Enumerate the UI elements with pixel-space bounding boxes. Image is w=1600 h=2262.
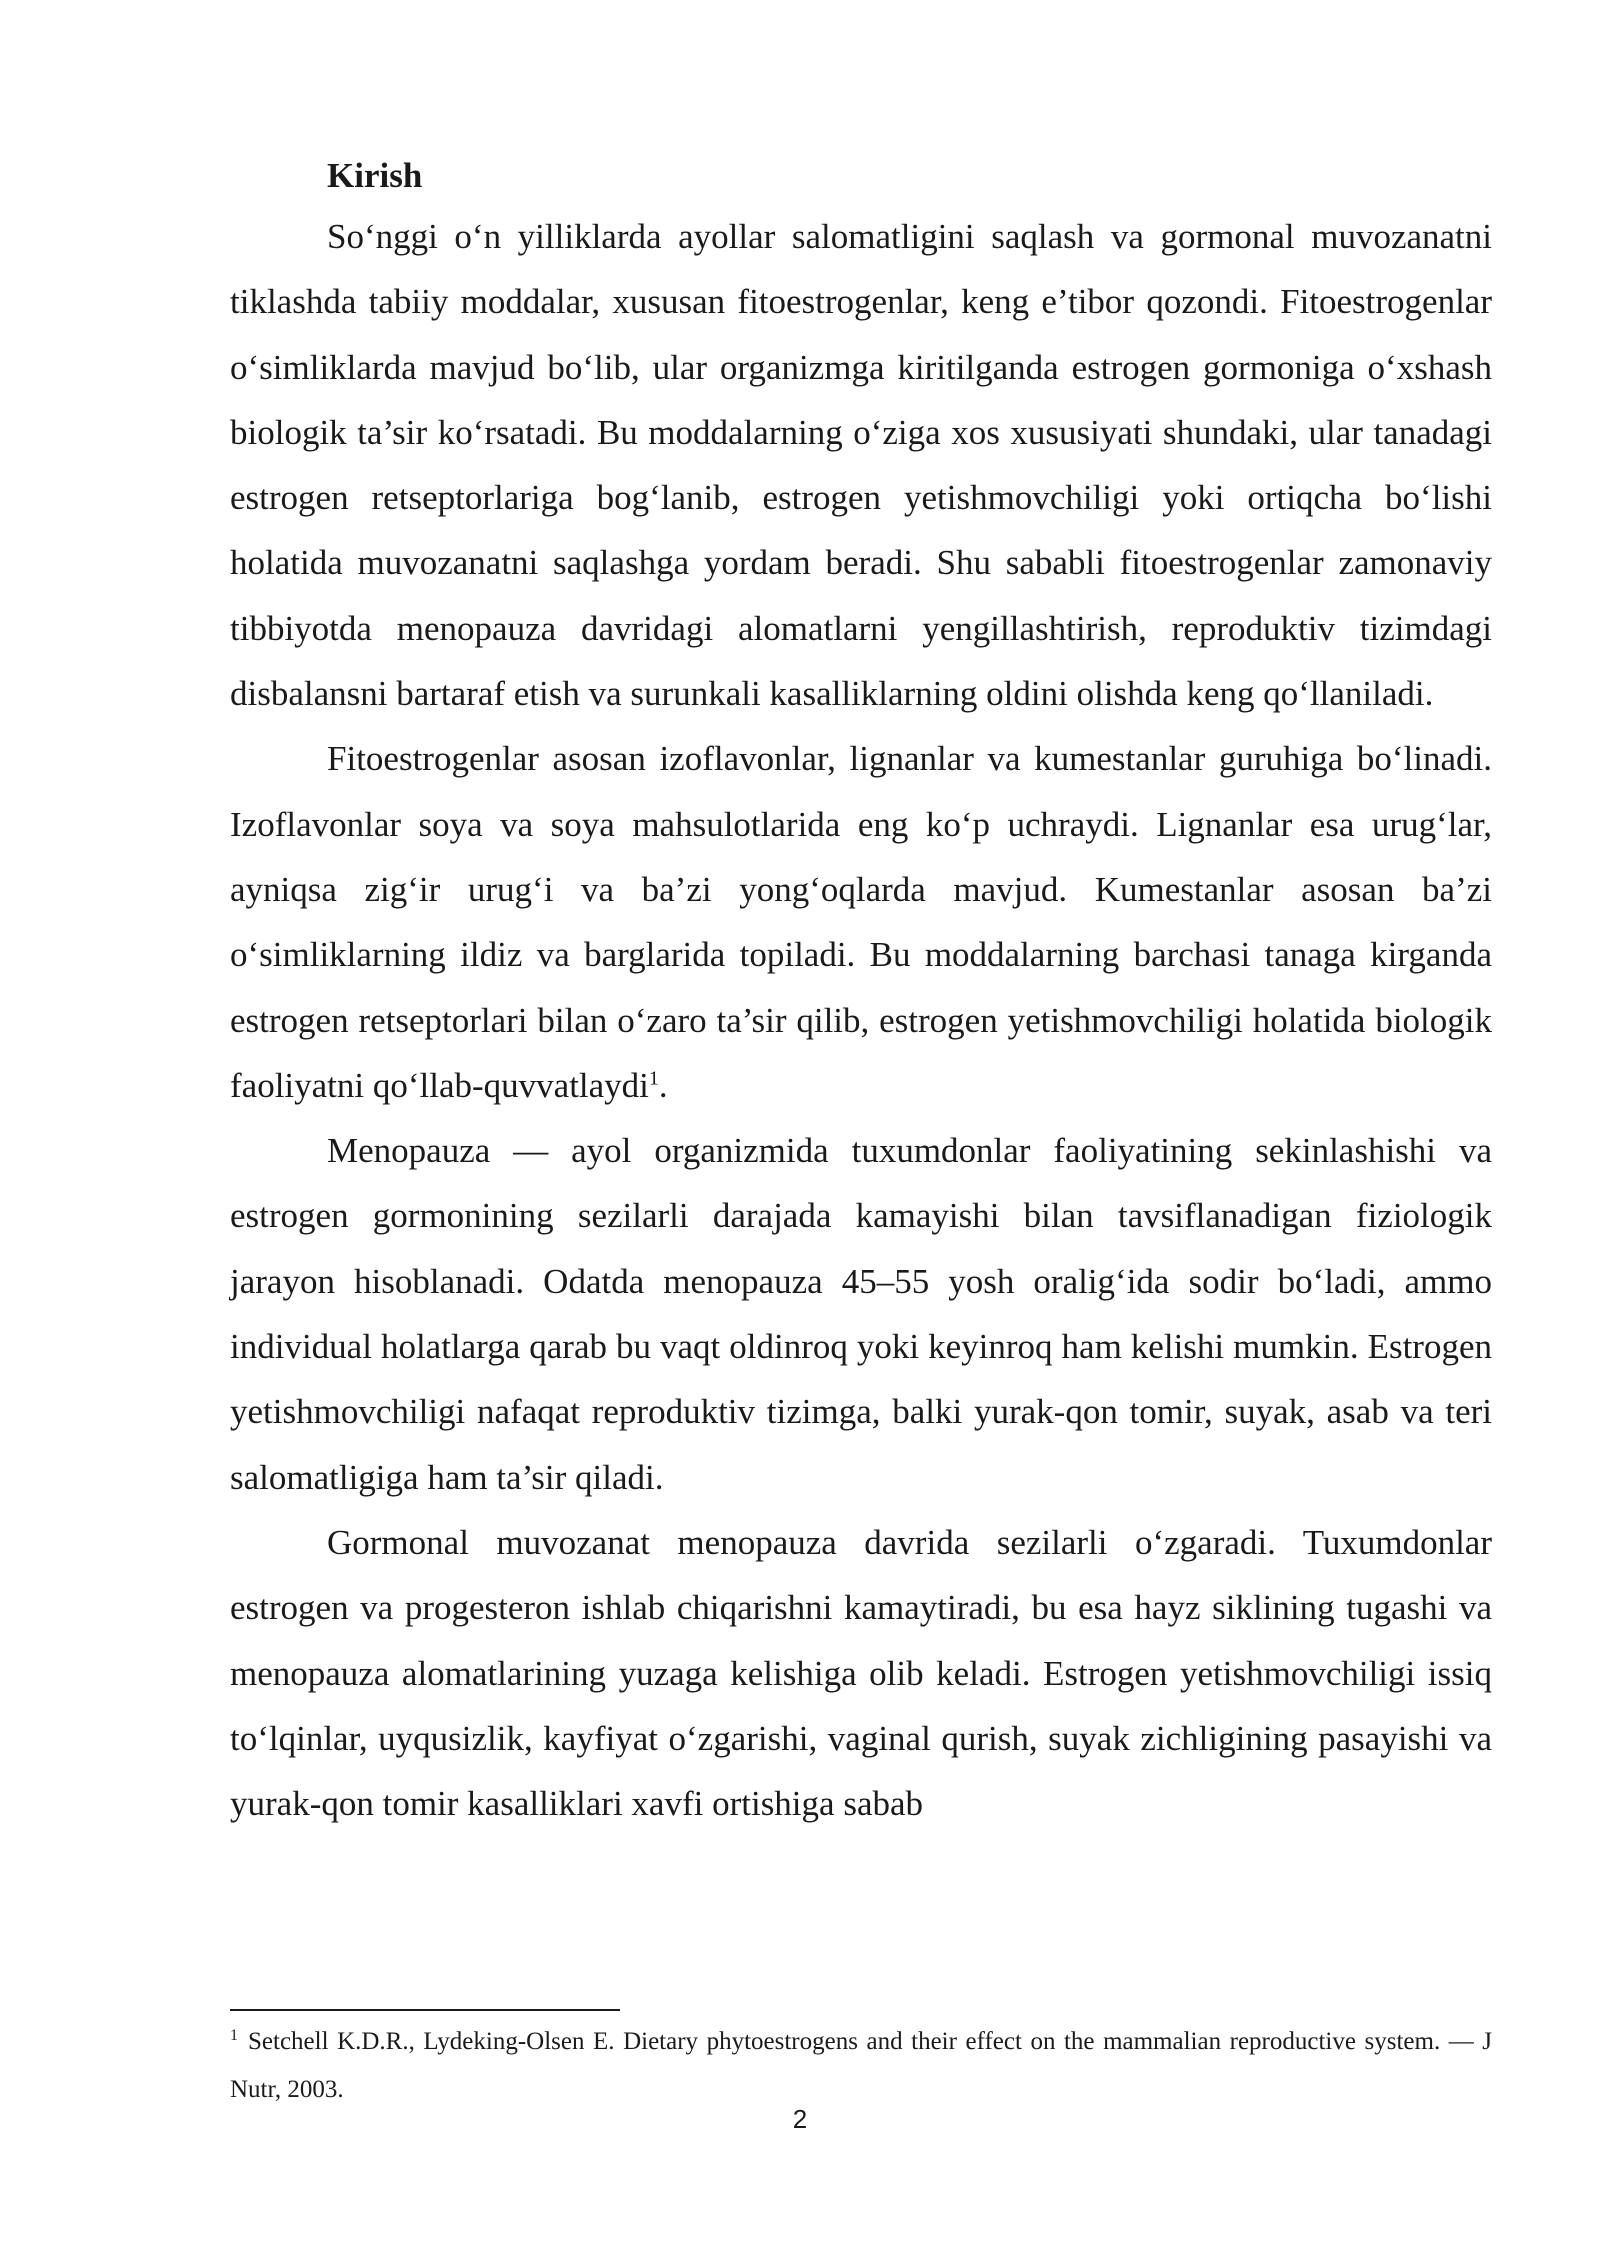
footnote-reference[interactable]: 1 xyxy=(648,1067,659,1090)
paragraph-2-text: Fitoestrogenlar asosan izoflavonlar, lignanlar va kumestanlar guruhiga bo‘linadi. Izoflavonlar soya va soya mahsulotlarida eng ko‘p uchraydi. Lignanlar esa urug‘lar, ayniqsa zig‘ir urug‘i va ba’zi yong‘oqlarda mavjud. Kumestanlar asosan ba’zi o‘simliklarning ildiz va barglarida topiladi. Bu moddalarning barchasi tanaga kirganda estrogen retseptorlari bilan o‘zaro ta’sir qilib, estrogen yetishmovchiligi holatida biologik faoliyatni qo‘llab-quvvatlaydi xyxy=(230,739,1492,1105)
paragraph-2 xyxy=(230,726,1492,1118)
section-heading: Kirish xyxy=(327,156,423,195)
paragraph-2-end: . xyxy=(658,1065,668,1105)
footnote-mark: 1 xyxy=(230,2026,238,2044)
footnote-text: Setchell K.D.R., Lydeking-Olsen E. Dietary phytoestrogens and their effect on the mammalian reproductive system. — J Nutr, 2003. xyxy=(230,2028,1492,2103)
paragraph-3: Menopauza — ayol organizmida tuxumdonlar faoliyatining sekinlashishi va estrogen gormonining sezilarli darajada kamayishi bilan tavsiflanadigan fiziologik jarayon hisoblanadi. Odatda menopauza 45–55 yosh oralig‘ida sodir bo‘ladi, ammo individual holatlarga qarab bu vaqt oldinroq yoki keyinroq ham kelishi mumkin. Estrogen yetishmovchiligi nafaqat reproduktiv tizimga, balki yurak-qon tomir, suyak, asab va teri salomatligiga ham ta’sir qiladi. xyxy=(230,1131,1492,1497)
footnote-separator xyxy=(230,2009,620,2011)
page-number: 2 xyxy=(792,2104,808,2134)
paragraph-1: So‘nggi o‘n yilliklarda ayollar salomatligini saqlash va gormonal muvozanatni tiklashda tabiiy moddalar, xususan fitoestrogenlar, keng e’tibor qozondi. Fitoestrogenlar o‘simliklarda mavjud bo‘lib, ular organizmga kiritilganda estrogen gormoniga o‘xshash biologik ta’sir ko‘rsatadi. Bu moddalarning o‘ziga xos xususiyati shundaki, ular tanadagi estrogen retseptorlariga bog‘lanib, estrogen yetishmovchiligi yoki ortiqcha bo‘lishi holatida muvozanatni saqlashga yordam beradi. Shu sababli fitoestrogenlar zamonaviy tibbiyotda menopauza davridagi alomatlarni yengillashtirish, reproduktiv tizimdagi disbalansni bartaraf etish va surunkali kasalliklarning oldini olishda keng qo‘llaniladi. xyxy=(230,217,1492,714)
paragraph-4: Gormonal muvozanat menopauza davrida sezilarli o‘zgaradi. Tuxumdonlar estrogen va progesteron ishlab chiqarishni kamaytiradi, bu esa hayz siklining tugashi va menopauza alomatlarining yuzaga kelishiga olib keladi. Estrogen yetishmovchiligi issiq to‘lqinlar, uyqusizlik, kayfiyat o‘zgarishi, vaginal qurish, suyak zichligining pasayishi va yurak-qon tomir kasalliklari xavfi ortishiga sabab xyxy=(230,1522,1492,1824)
document-body xyxy=(230,148,1492,1836)
footnote xyxy=(230,2018,1492,2114)
